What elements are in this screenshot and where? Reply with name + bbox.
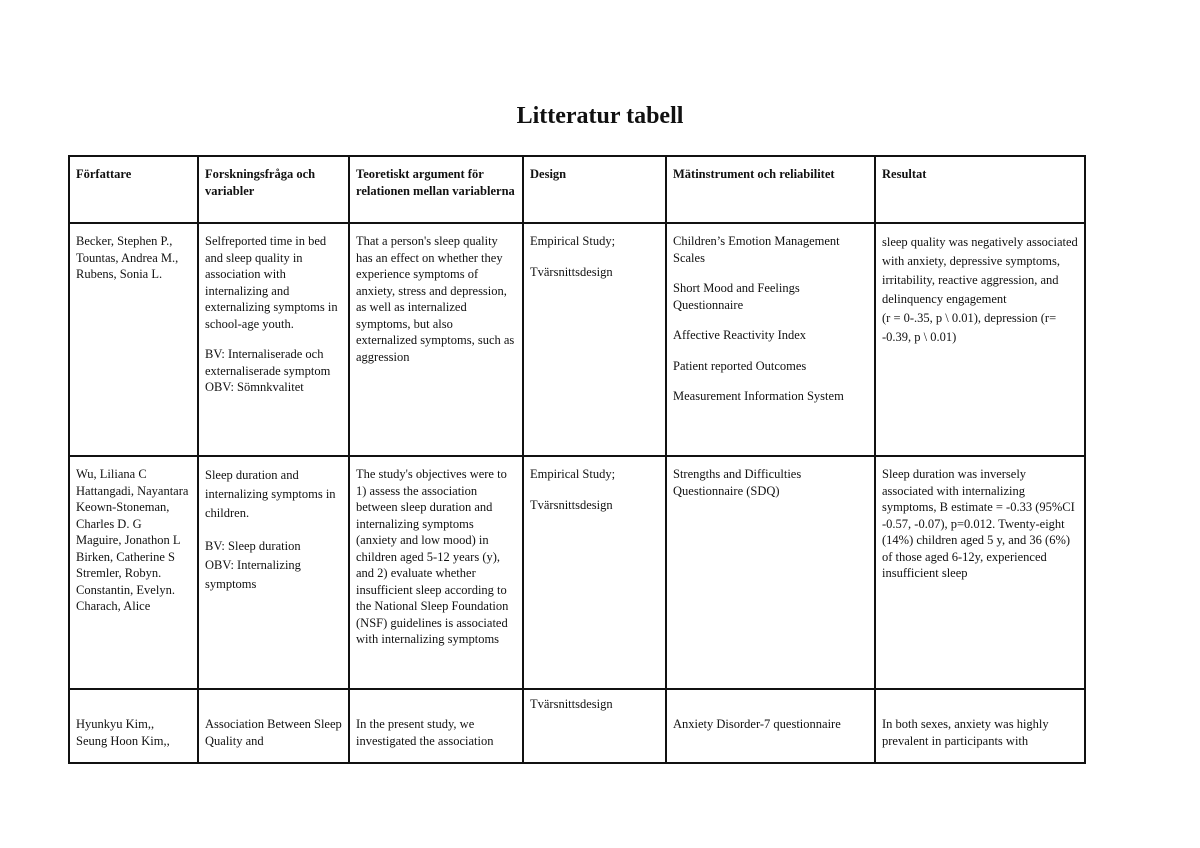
table-row	[69, 456, 1085, 689]
design-text: Empirical Study;	[530, 467, 616, 481]
instrument-item: Anxiety Disorder-7 questionnaire	[673, 717, 841, 731]
header-design: Design	[523, 156, 666, 223]
authors-cell	[69, 223, 198, 456]
instrument-item: Affective Reactivity Index	[673, 328, 807, 342]
instruments-cell	[666, 456, 875, 689]
argument-cell	[349, 689, 523, 763]
question-cell	[198, 689, 349, 763]
instruments-cell	[666, 223, 875, 456]
result-text: In both sexes, anxiety was highly prevalent in participants with	[882, 717, 1049, 748]
instruments-cell	[666, 689, 875, 763]
authors-cell	[69, 689, 198, 763]
page-title: Litteratur tabell	[516, 103, 684, 129]
design-text: Empirical Study;	[530, 234, 616, 248]
result-cell	[875, 223, 1085, 456]
question-cell	[198, 456, 349, 689]
question-text: Selfreported time in bed and sleep quality in association with internalizing and externalizing symptoms in school-age youth.	[205, 234, 338, 331]
result-text: sleep quality was negatively associated with anxiety, depressive symptoms, irritability, reactive aggression, and delinquency engagement (r = 0-.35, p \ 0.01), depression (r= -0.39, p \ 0.01)	[882, 235, 1078, 344]
table-row	[69, 689, 1085, 763]
variables-text: BV: Sleep duration OBV: Internalizing symptoms	[205, 539, 301, 591]
question-text: Association Between Sleep Quality and	[205, 717, 342, 748]
question-text: Sleep duration and internalizing symptoms in children.	[205, 468, 336, 520]
authors-text: Becker, Stephen P., Tountas, Andrea M., Rubens, Sonia L.	[76, 234, 179, 281]
result-cell	[875, 689, 1085, 763]
argument-cell	[349, 223, 523, 456]
header-results: Resultat	[875, 156, 1085, 223]
header-instruments: Mätinstrument och reliabilitet	[666, 156, 875, 223]
argument-text: The study's objectives were to 1) assess the association between sleep duration and internalizing symptoms (anxiety and low mood) in children aged 5-12 years (y), and 2) evaluate whether insufficient sleep according to the National Sleep Foundation (NSF) guidelines is associated with internalizing symptoms	[356, 467, 509, 646]
authors-text: Hyunkyu Kim,, Seung Hoon Kim,,	[76, 717, 170, 748]
design-cell	[523, 689, 666, 763]
design-cell	[523, 223, 666, 456]
instrument-item: Strengths and Difficulties Questionnaire (SDQ)	[673, 467, 802, 498]
authors-text: Wu, Liliana C Hattangadi, Nayantara Keown-Stoneman, Charles D. G Maguire, Jonathon L Birken, Catherine S Stremler, Robyn. Constantin, Evelyn. Charach, Alice	[76, 467, 189, 613]
header-row	[69, 156, 1085, 223]
result-text: Sleep duration was inversely associated with internalizing symptoms, B estimate = -0.33 (95%CI -0.57, -0.07), p=0.012. Twenty-eight (14%) children aged 5 y, and 36 (6%) of those aged 6-12y, experienced insufficient sleep	[882, 467, 1075, 580]
literature-table	[68, 155, 1086, 764]
header-theoretical-argument: Teoretiskt argument för relationen mellan variablerna	[349, 156, 523, 223]
authors-cell	[69, 456, 198, 689]
result-cell	[875, 456, 1085, 689]
design-text: Tvärsnittsdesign	[530, 497, 613, 512]
design-cell	[523, 456, 666, 689]
argument-text: In the present study, we investigated the association	[356, 717, 494, 748]
argument-text: That a person's sleep quality has an effect on whether they experience symptoms of anxiety, stress and depression, as well as internalized symptoms, but also externalized symptoms, such as aggression	[356, 234, 515, 364]
instrument-item: Children’s Emotion Management Scales	[673, 234, 840, 265]
design-text: Tvärsnittsdesign	[530, 264, 613, 279]
instrument-item: Short Mood and Feelings Questionnaire	[673, 281, 800, 312]
question-cell	[198, 223, 349, 456]
header-research-question: Forskningsfråga och variabler	[198, 156, 349, 223]
instrument-item: Patient reported Outcomes	[673, 358, 807, 373]
header-authors: Författare	[69, 156, 198, 223]
argument-cell	[349, 456, 523, 689]
variables-text: BV: Internaliserade och externaliserade symptom OBV: Sömnkvalitet	[205, 347, 331, 394]
design-text: Tvärsnittsdesign	[530, 697, 613, 711]
instrument-item: Measurement Information System	[673, 389, 844, 403]
table-row	[69, 223, 1085, 456]
